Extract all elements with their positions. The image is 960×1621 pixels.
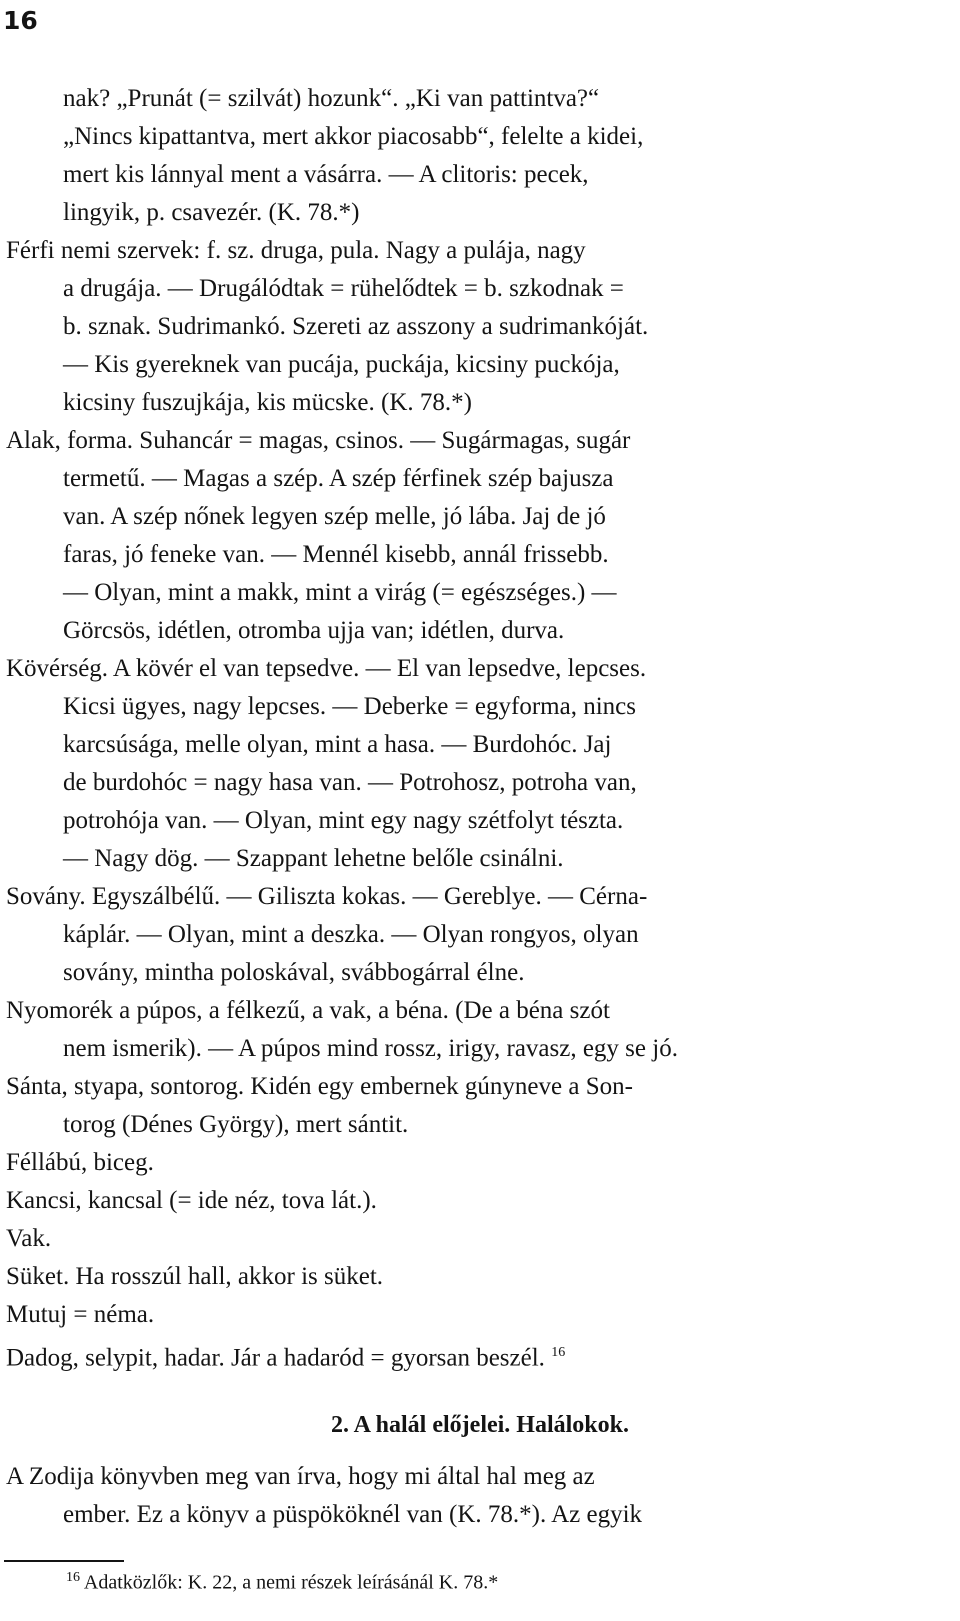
text-line: „Nincs kipattantva, mert akkor piacosabb“, felelte a kidei, xyxy=(63,123,644,150)
text-line: torog (Dénes György), mert sántit. xyxy=(63,1111,409,1138)
text-line: Dadog, selypit, hadar. Jár a hadaród = gyorsan beszél. xyxy=(6,1344,545,1372)
text-line: Sovány. Egyszálbélű. — Giliszta kokas. — Gereblye. — Cérna- xyxy=(6,883,648,910)
text-line: lingyik, p. csavezér. (K. 78.*) xyxy=(63,199,360,226)
text-line: — Nagy dög. — Szappant lehetne belőle csinálni. xyxy=(63,845,564,872)
text-line: de burdohóc = nagy hasa van. — Potrohosz, potroha van, xyxy=(63,769,637,796)
footnote xyxy=(66,1570,498,1595)
text-line: Süket. Ha rosszúl hall, akkor is süket. xyxy=(6,1263,384,1290)
text-line: van. A szép nőnek legyen szép melle, jó lába. Jaj de jó xyxy=(63,503,606,530)
text-line: karcsúsága, melle olyan, mint a hasa. — Burdohóc. Jaj xyxy=(63,731,612,758)
text-line: Vak. xyxy=(6,1225,52,1252)
text-line: Alak, forma. Suhancár = magas, csinos. — Sugármagas, sugár xyxy=(6,427,631,454)
footnote-marker: 16 xyxy=(551,1345,566,1360)
text-line: Mutuj = néma. xyxy=(6,1301,155,1328)
text-line: mert kis lánnyal ment a vásárra. — A clitoris: pecek, xyxy=(63,161,589,188)
text-line: kicsiny fuszujkája, kis mücske. (K. 78.*) xyxy=(63,389,472,416)
text-line: termetű. — Magas a szép. A szép férfinek szép bajusza xyxy=(63,465,614,492)
text-line: sovány, mintha poloskával, svábbogárral élne. xyxy=(63,959,525,986)
text-line: nak? „Prunát (= szilvát) hozunk“. „Ki van pattintva?“ xyxy=(63,85,600,112)
footnote-divider xyxy=(4,1560,124,1562)
page-number: 16 xyxy=(3,6,38,35)
text-line: Kicsi ügyes, nagy lepcses. — Deberke = egyforma, nincs xyxy=(63,693,636,720)
text-line: káplár. — Olyan, mint a deszka. — Olyan rongyos, olyan xyxy=(63,921,639,948)
text-line: — Olyan, mint a makk, mint a virág (= egészséges.) — xyxy=(63,579,617,606)
text-line: A Zodija könyvben meg van írva, hogy mi által hal meg az xyxy=(6,1463,595,1490)
text-line: b. sznak. Sudrimankó. Szereti az asszony a sudrimankóját. xyxy=(63,313,649,340)
text-line: ember. Ez a könyv a püspököknél van (K. 78.*). Az egyik xyxy=(63,1501,643,1528)
footnote-number: 16 xyxy=(66,1570,80,1585)
text-line-with-footnote xyxy=(6,1334,565,1377)
text-line: Kancsi, kancsal (= ide néz, tova lát.). xyxy=(6,1187,377,1214)
text-line: Sánta, styapa, sontorog. Kidén egy embernek gúnyneve a Son- xyxy=(6,1073,633,1100)
text-line: Férfi nemi szervek: f. sz. druga, pula. Nagy a pulája, nagy xyxy=(6,237,586,264)
text-line: Nyomorék a púpos, a félkezű, a vak, a béna. (De a béna szót xyxy=(6,997,610,1024)
text-line: — Kis gyereknek van pucája, puckája, kicsiny puckója, xyxy=(63,351,620,378)
footnote-text: Adatközlők: K. 22, a nemi részek leírásánál K. 78.* xyxy=(83,1571,499,1594)
text-line: Kövérség. A kövér el van tepsedve. — El van lepsedve, lepcses. xyxy=(6,655,647,682)
text-line: potrohója van. — Olyan, mint egy nagy szétfolyt tészta. xyxy=(63,807,624,834)
text-line: faras, jó feneke van. — Mennél kisebb, annál frissebb. xyxy=(63,541,609,568)
text-line: a drugája. — Drugálódtak = rühelődtek = b. szkodnak = xyxy=(63,275,624,302)
text-line: Féllábú, biceg. xyxy=(6,1149,154,1176)
text-line: nem ismerik). — A púpos mind rossz, irigy, ravasz, egy se jó. xyxy=(63,1035,678,1062)
text-line: Görcsös, idétlen, otromba ujja van; idétlen, durva. xyxy=(63,617,565,644)
section-heading: 2. A halál előjelei. Halálokok. xyxy=(330,1412,630,1438)
